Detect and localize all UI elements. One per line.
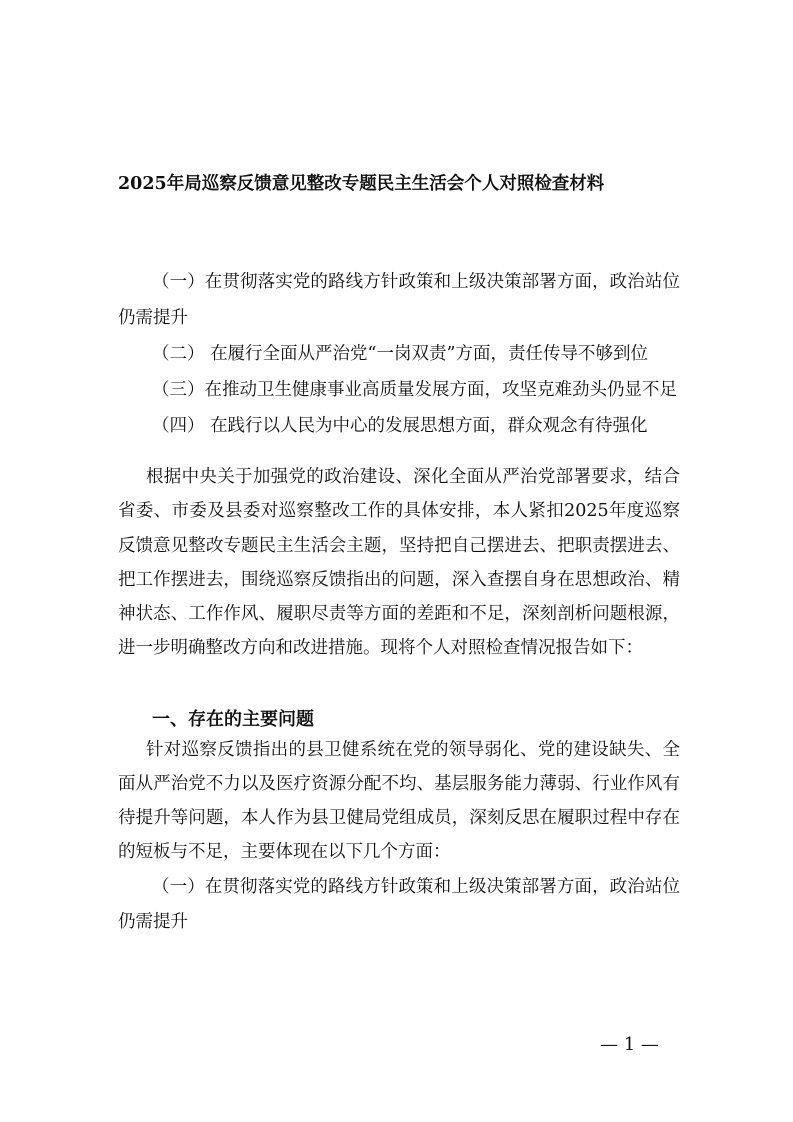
document-title: 2025年局巡察反馈意见整改专题民主生活会个人对照检查材料	[118, 174, 605, 194]
section-para-line-1: 针对巡察反馈指出的县卫健系统在党的领导弱化、党的建设缺失、全	[146, 740, 680, 760]
section-item-1-line-2: 仍需提升	[118, 912, 188, 932]
intro-line-4: 把工作摆进去，围绕巡察反馈指出的问题，深入查摆自身在思想政治、精	[118, 570, 680, 590]
section-item-1-line-1: （一）在贯彻落实党的路线方针政策和上级决策部署方面，政治站位	[152, 877, 680, 897]
intro-line-5: 神状态、工作作风、履职尽责等方面的差距和不足，深刻剖析问题根源，	[118, 604, 680, 624]
outline-item-2: （二） 在履行全面从严治党“一岗双责”方面，责任传导不够到位	[152, 344, 648, 364]
intro-line-2: 省委、市委及县委对巡察整改工作的具体安排，本人紧扣2025年度巡察	[118, 501, 680, 521]
intro-line-6: 进一步明确整改方向和改进措施。现将个人对照检查情况报告如下：	[118, 638, 643, 658]
outline-item-3: （三）在推动卫生健康事业高质量发展方面，攻坚克难劲头仍显不足	[152, 380, 677, 400]
section-para-line-2: 面从严治党不力以及医疗资源分配不均、基层服务能力薄弱、行业作风有	[118, 774, 680, 794]
section-para-line-4: 的短板与不足，主要体现在以下几个方面：	[118, 842, 451, 862]
intro-line-1: 根据中央关于加强党的政治建设、深化全面从严治党部署要求，结合	[146, 467, 680, 487]
outline-item-1-line-1: （一）在贯彻落实党的路线方针政策和上级决策部署方面，政治站位	[152, 272, 680, 292]
page-number: — 1 —	[600, 1034, 659, 1055]
outline-item-4: （四） 在践行以人民为中心的发展思想方面，群众观念有待强化	[152, 416, 648, 436]
intro-line-3: 反馈意见整改专题民主生活会主题，坚持把自己摆进去、把职责摆进去、	[118, 536, 680, 556]
outline-item-1-line-2: 仍需提升	[118, 308, 188, 328]
section-para-line-3: 待提升等问题，本人作为县卫健局党组成员，深刻反思在履职过程中存在	[118, 808, 680, 828]
section-heading: 一、存在的主要问题	[152, 709, 314, 730]
